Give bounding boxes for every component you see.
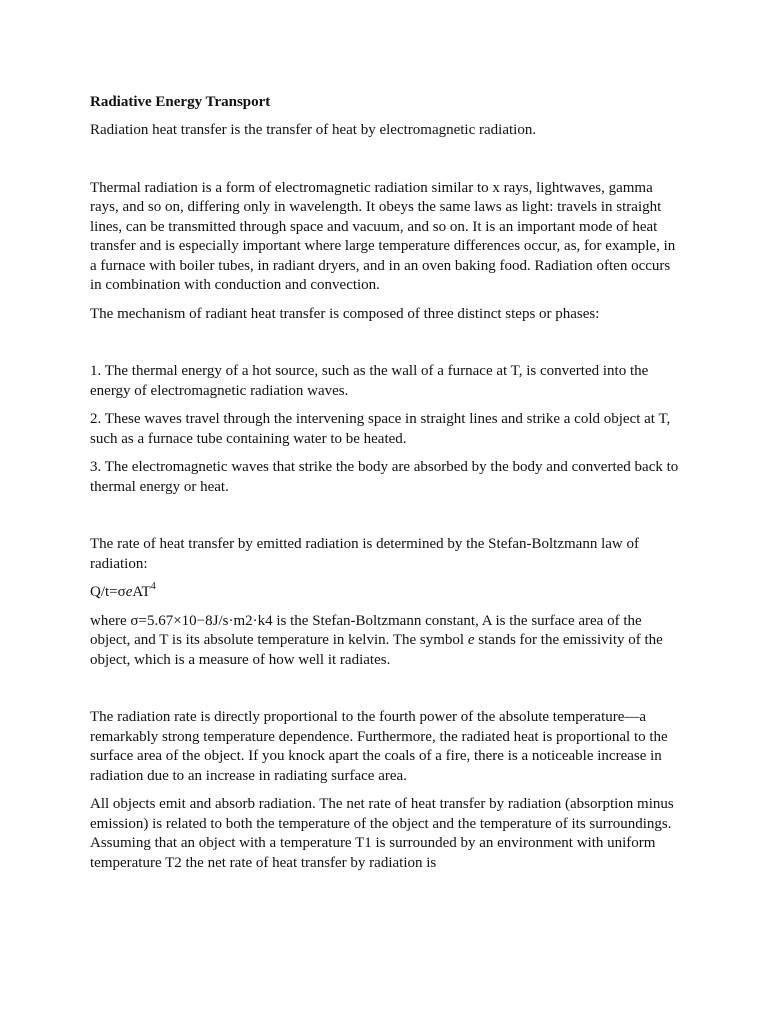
formula-suffix: AT <box>132 584 151 600</box>
constant-text-before: where σ=5.67×10−8J/s·m2·k4 is the Stefan-Boltzmann constant, A is the surface area of the object, and T is its absolute temperature in kelvin. The symbol <box>90 612 642 648</box>
formula-emissivity-symbol: e <box>125 584 133 600</box>
paragraph-spacer <box>90 150 680 179</box>
rate-proportional-paragraph: The radiation rate is directly proportional to the fourth power of the absolute temperature—a remarkably strong temperature dependence. Furthermore, the radiated heat is proportional to the surface area of the object. If you knock apart the coals of a fire, there is a noticeable increase in radiation due to an increase in radiating surface area. <box>90 709 668 784</box>
intro-paragraph: Radiation heat transfer is the transfer of heat by electromagnetic radiation. <box>90 122 537 138</box>
formula-exponent: 4 <box>150 581 156 592</box>
constant-paragraph <box>90 612 680 671</box>
mechanism-paragraph: The mechanism of radiant heat transfer is composed of three distinct steps or phases: <box>90 305 600 322</box>
constant-text-after: stands for the emissivity of the object, which is a measure of how well it radiates. <box>90 632 663 668</box>
document-title: Radiative Energy Transport <box>90 94 271 110</box>
paragraph-spacer <box>90 506 680 535</box>
step-2-paragraph: 2. These waves travel through the intervening space in straight lines and strike a cold object at T, such as a furnace tube containing water to be heated. <box>90 411 671 447</box>
step-3-paragraph: 3. The electromagnetic waves that strike the body are absorbed by the body and converted back to thermal energy or heat. <box>90 459 679 495</box>
rate-intro-paragraph: The rate of heat transfer by emitted radiation is determined by the Stefan-Boltzmann law of radiation: <box>90 536 639 572</box>
thermal-radiation-paragraph: Thermal radiation is a form of electromagnetic radiation similar to x rays, lightwaves, gamma rays, and so on, differing only in wavelength. It obeys the same laws as light: travels in straight lines, can be transmitted through space and vacuum, and so on. It is an important mode of heat transfer and is especially important where large temperature differences occur, as, for example, in a furnace with boiler tubes, in radiant dryers, and in an oven baking food. Radiation often occurs in combination with conduction and convection. <box>90 179 676 293</box>
paragraph-spacer <box>90 679 680 708</box>
stefan-boltzmann-formula <box>90 583 680 603</box>
step-1-paragraph: 1. The thermal energy of a hot source, such as the wall of a furnace at T, is converted into the energy of electromagnetic radiation waves. <box>90 363 649 399</box>
formula-prefix: Q/t=σ <box>90 584 126 600</box>
emissivity-symbol: e <box>467 632 475 648</box>
net-rate-paragraph: All objects emit and absorb radiation. The net rate of heat transfer by radiation (absorption minus emission) is related to both the temperature of the object and the temperature of its surroundings. Assuming that an object with a temperature T1 is surrounded by an environment with uniform temperature T2 the net rate of heat transfer by radiation is <box>90 796 674 871</box>
paragraph-spacer <box>90 333 680 362</box>
